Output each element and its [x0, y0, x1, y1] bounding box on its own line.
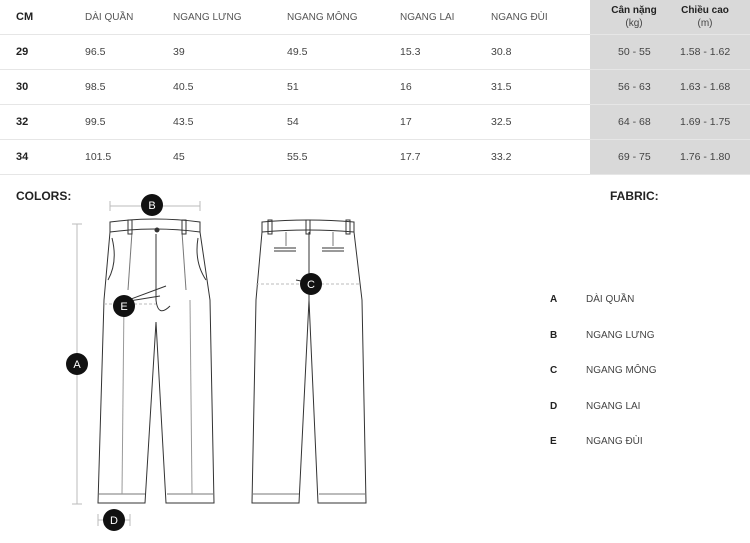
badge-e: [113, 295, 135, 317]
cell-ngang-mong: 49.5: [287, 46, 308, 58]
cell-ngang-lai: 17: [400, 116, 412, 128]
cell-ngang-lai: 16: [400, 81, 412, 93]
cell-chieu-cao: 1.58 - 1.62: [680, 46, 731, 58]
cell-ngang-dui: 32.5: [491, 116, 512, 128]
legend-key: B: [550, 330, 558, 341]
header-cm: CM: [16, 11, 34, 23]
cell-ngang-lai: 17.7: [400, 151, 421, 163]
cell-can-nang: 50 - 55: [618, 46, 651, 58]
cell-chieu-cao: 1.76 - 1.80: [680, 151, 731, 163]
legend-label: NGANG LƯNG: [586, 330, 655, 341]
cell-ngang-mong: 51: [287, 81, 299, 93]
cell-ngang-lung: 39: [173, 46, 185, 58]
badge-e-label: E: [120, 301, 128, 313]
cell-dai-quan: 96.5: [85, 46, 106, 58]
cell-ngang-lung: 43.5: [173, 116, 194, 128]
header-ngang-mong: NGANG MÔNG: [287, 12, 358, 23]
fabric-label: FABRIC:: [610, 189, 659, 203]
header-chieu-cao-label: Chiều cao: [681, 5, 729, 16]
cell-ngang-mong: 55.5: [287, 151, 308, 163]
front-pants-drawing: [98, 219, 214, 503]
cell-size: 34: [16, 151, 29, 163]
legend-label: NGANG LAI: [586, 401, 641, 412]
header-dai-quan: DÀI QUẦN: [85, 12, 134, 23]
cell-ngang-lung: 40.5: [173, 81, 194, 93]
badge-a-label: A: [73, 359, 81, 371]
cell-can-nang: 56 - 63: [618, 81, 651, 93]
colors-label: COLORS:: [16, 189, 72, 203]
legend-label: DÀI QUẦN: [586, 294, 635, 305]
cell-dai-quan: 101.5: [85, 151, 112, 163]
cell-size: 30: [16, 81, 29, 93]
cell-chieu-cao: 1.69 - 1.75: [680, 116, 731, 128]
badge-d-label: D: [110, 515, 118, 527]
badge-b: [141, 194, 163, 216]
badge-a: [66, 353, 88, 375]
header-ngang-lung: NGANG LƯNG: [173, 12, 242, 23]
badge-b-label: B: [148, 200, 156, 212]
cell-can-nang: 69 - 75: [618, 151, 651, 163]
back-pants-drawing: [252, 220, 366, 503]
badge-c-label: C: [307, 279, 315, 291]
cell-size: 29: [16, 46, 29, 58]
cell-ngang-lai: 15.3: [400, 46, 421, 58]
cell-ngang-dui: 33.2: [491, 151, 512, 163]
cell-ngang-lung: 45: [173, 151, 185, 163]
legend-key: D: [550, 401, 558, 412]
cell-can-nang: 64 - 68: [618, 116, 651, 128]
badge-pointers: [123, 280, 311, 302]
cell-ngang-mong: 54: [287, 116, 299, 128]
cell-ngang-dui: 31.5: [491, 81, 512, 93]
header-ngang-lai: NGANG LAI: [400, 12, 455, 23]
legend-key: A: [550, 294, 558, 305]
cell-chieu-cao: 1.63 - 1.68: [680, 81, 731, 93]
badge-d: [103, 509, 125, 531]
header-can-nang-unit: (kg): [625, 18, 643, 29]
cell-dai-quan: 99.5: [85, 116, 106, 128]
cell-size: 32: [16, 116, 29, 128]
legend-label: NGANG ĐÙI: [586, 436, 643, 447]
legend-label: NGANG MÔNG: [586, 365, 657, 376]
header-chieu-cao-unit: (m): [697, 18, 713, 29]
cell-dai-quan: 98.5: [85, 81, 106, 93]
header-can-nang-label: Cân nặng: [611, 5, 657, 16]
legend-key: C: [550, 365, 558, 376]
header-ngang-dui: NGANG ĐÙI: [491, 12, 548, 23]
legend-key: E: [550, 436, 557, 447]
cell-ngang-dui: 30.8: [491, 46, 512, 58]
badge-c: [300, 273, 322, 295]
